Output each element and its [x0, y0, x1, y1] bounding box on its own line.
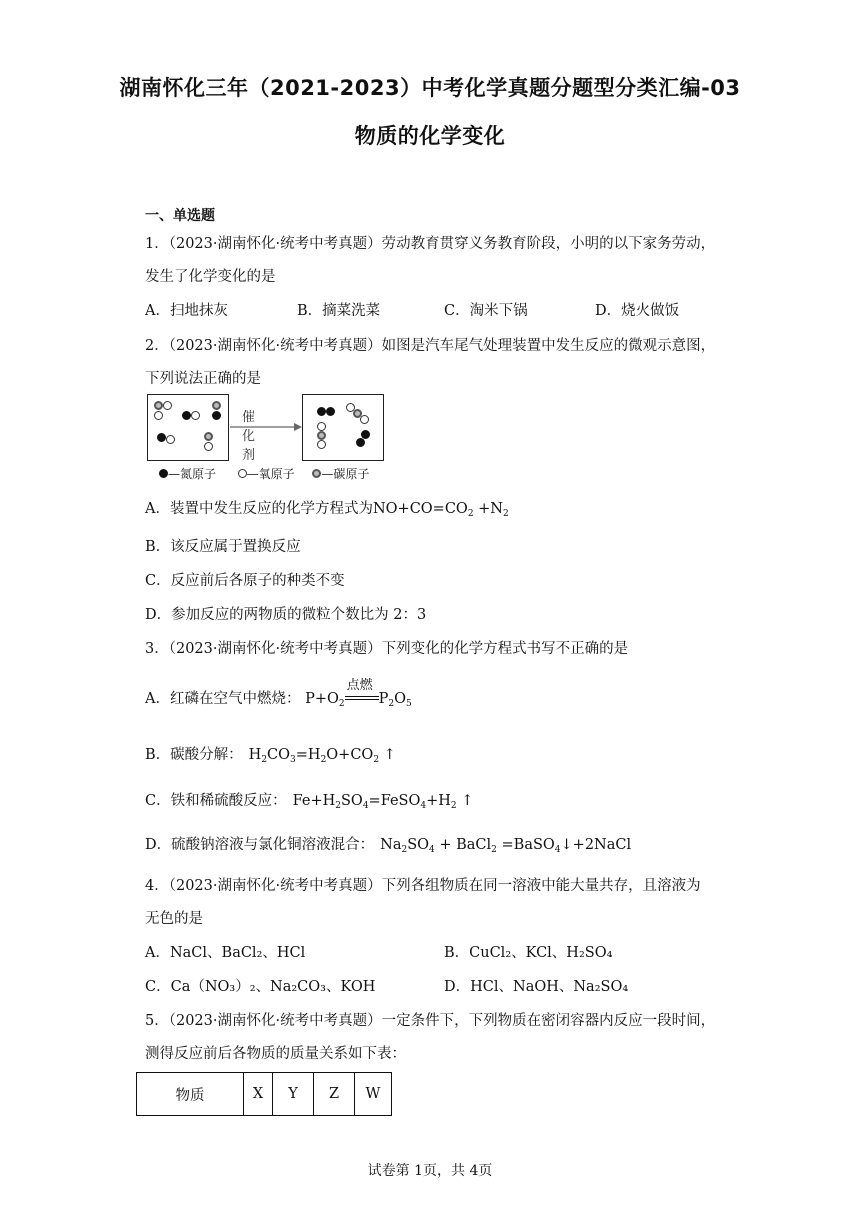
q2-stem-line1: 2．（2023·湖南怀化·统考中考真题）如图是汽车尾气处理装置中发生反应的微观示意图，: [145, 338, 716, 354]
oxygen-atom: [317, 440, 326, 449]
q1-option-d: D．烧火做饭: [595, 303, 680, 319]
arrow-right-icon: [230, 422, 302, 432]
q5-stem-line2: 测得反应前后各物质的质量关系如下表：: [145, 1046, 406, 1062]
carbon-atom: [212, 401, 221, 410]
carbon-atom: [317, 431, 326, 440]
carbon-atom: [204, 432, 213, 441]
q4-stem-line1: 4．（2023·湖南怀化·统考中考真题）下列各组物质在同一溶液中能大量共存，且溶液为: [145, 878, 701, 894]
q2-option-d: D．参加反应的两物质的微粒个数比为 2：3: [145, 607, 427, 623]
legend-carbon-label: —碳原子: [321, 467, 370, 481]
q3-option-c: C．铁和稀硫酸反应： $Fe+H_2SO_4=FeSO_4+H_2$ ↑: [145, 793, 474, 811]
page-footer: 试卷第 1页，共 4页: [367, 1163, 493, 1179]
catalyst-label: 催化剂: [242, 410, 256, 463]
diagram-legend: [159, 465, 369, 482]
section-heading: 一、单选题: [145, 208, 215, 224]
nitrogen-atom: [157, 433, 166, 442]
doc-title-line1: 湖南怀化三年（2021-2023）中考化学真题分题型分类汇编-03: [119, 76, 741, 100]
oxygen-atom: [360, 415, 369, 424]
nitrogen-atom: [356, 438, 365, 447]
nitrogen-atom: [326, 407, 335, 416]
q4-option-a: A．NaCl、BaCl₂、HCl: [145, 945, 306, 961]
table-header-cell: Z: [314, 1073, 355, 1116]
nitrogen-atom: [212, 411, 221, 420]
table-row: [137, 1073, 392, 1116]
combustion-condition: 点燃: [346, 678, 373, 693]
nitrogen-atom: [317, 407, 326, 416]
q1-stem-line2: 发生了化学变化的是: [145, 269, 276, 285]
table-header-cell: X: [244, 1073, 273, 1116]
q4-option-d: D．HCl、NaOH、Na₂SO₄: [444, 979, 629, 995]
oxygen-atom: [191, 411, 200, 420]
oxygen-atom: [163, 401, 172, 410]
doc-title-line2: 物质的化学变化: [354, 124, 506, 148]
q5-stem-line1: 5．（2023·湖南怀化·统考中考真题）一定条件下，下列物质在密闭容器内反应一段时间，: [145, 1013, 716, 1029]
q2-option-a: A．装置中发生反应的化学方程式为$NO+CO=CO_2 +N_2$: [145, 501, 509, 519]
table-header-cell: W: [355, 1073, 392, 1116]
q1-option-b: B．摘菜洗菜: [297, 303, 381, 319]
reactants-box: [147, 394, 229, 461]
mass-table: [136, 1072, 392, 1116]
table-header-cell: 物质: [137, 1073, 244, 1116]
nitrogen-legend-icon: [159, 469, 168, 478]
carbon-legend-icon: [312, 469, 321, 478]
nitrogen-atom: [182, 411, 191, 420]
oxygen-atom: [204, 442, 213, 451]
q1-stem-line1: 1．（2023·湖南怀化·统考中考真题）劳动教育贯穿义务教育阶段，小明的以下家务劳动，: [145, 236, 716, 252]
oxygen-legend-icon: [238, 469, 247, 478]
q4-stem-line2: 无色的是: [145, 911, 203, 927]
q2-option-c: C．反应前后各原子的种类不变: [145, 573, 345, 589]
q3-option-d: D．硫酸钠溶液与氯化铜溶液混合： $Na_2SO_4$ + BaCl$_2$ =BaSO$_4$↓+2NaCl: [145, 837, 632, 855]
oxygen-atom: [154, 411, 163, 420]
legend-nitrogen-label: —氮原子: [168, 467, 217, 481]
q1-option-a: A．扫地抹灰: [145, 303, 228, 319]
q2-stem-line2: 下列说法正确的是: [145, 371, 261, 387]
q4-option-c: C．Ca（NO₃）₂、Na₂CO₃、KOH: [145, 979, 376, 995]
oxygen-atom: [317, 422, 326, 431]
legend-oxygen-label: —氧原子: [246, 467, 295, 481]
table-header-cell: Y: [273, 1073, 314, 1116]
q4-option-b: B．CuCl₂、KCl、H₂SO₄: [444, 945, 613, 961]
oxygen-atom: [166, 435, 175, 444]
products-box: [302, 394, 384, 461]
q3-stem: 3．（2023·湖南怀化·统考中考真题）下列变化的化学方程式书写不正确的是: [145, 641, 629, 657]
carbon-atom: [154, 401, 163, 410]
q1-option-c: C．淘米下锅: [444, 303, 528, 319]
q2-option-b: B．该反应属于置换反应: [145, 539, 301, 555]
q3-option-b: B．碳酸分解： $H_2CO_3=H_2O+CO_2$ ↑: [145, 747, 396, 765]
q3-option-a: A．红磷在空气中燃烧： $P+O_2$ 点燃 $P_2O_5$: [145, 687, 412, 709]
